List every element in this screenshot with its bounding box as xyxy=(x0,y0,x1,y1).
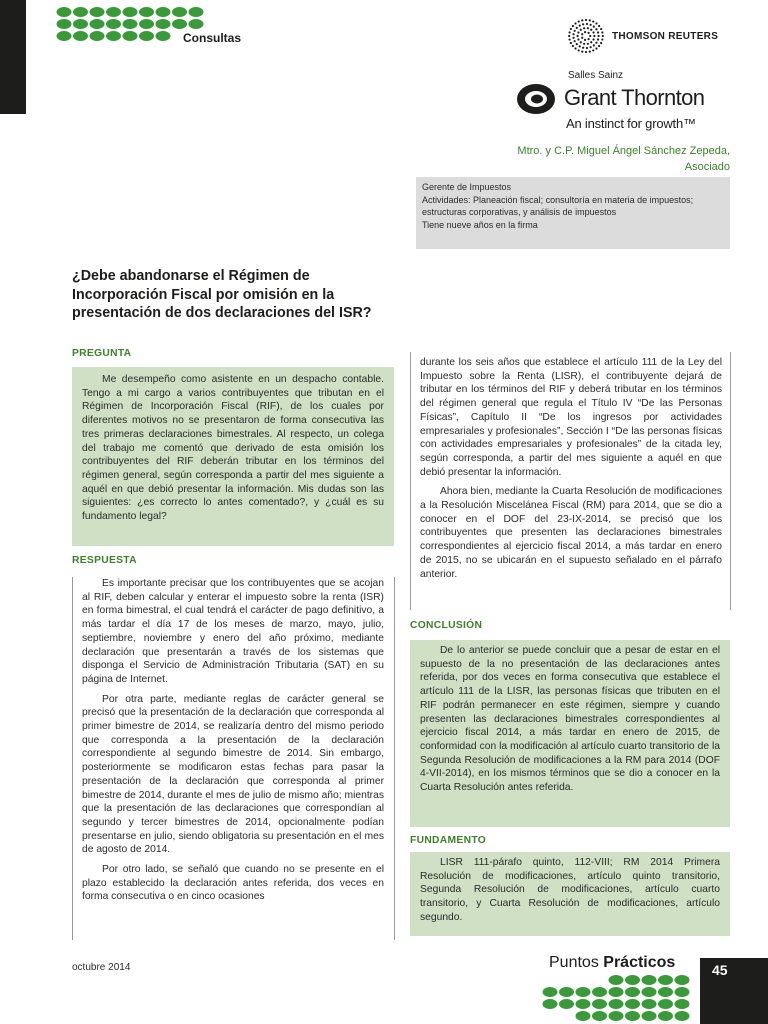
publication-name-light: Puntos xyxy=(549,954,599,971)
left-black-bar xyxy=(0,0,26,114)
reuters-dot xyxy=(584,31,586,33)
reuters-dot xyxy=(569,38,571,40)
reuters-dot xyxy=(585,19,587,21)
reuters-dot xyxy=(602,35,604,37)
reuters-dot xyxy=(574,30,576,32)
decorative-dot xyxy=(139,19,154,29)
decorative-dot xyxy=(592,999,607,1009)
decorative-dot xyxy=(675,987,690,997)
reuters-dot xyxy=(574,40,576,42)
respuesta-column-right xyxy=(420,356,722,587)
reuters-dot xyxy=(588,32,590,34)
reuters-dot xyxy=(583,27,585,29)
decorative-dot xyxy=(642,999,657,1009)
reuters-dot xyxy=(577,38,579,40)
reuters-dot xyxy=(580,41,582,43)
decorative-dots-bottom xyxy=(542,974,702,1024)
decorative-dot xyxy=(675,999,690,1009)
decorative-dot xyxy=(90,31,105,41)
decorative-dot xyxy=(172,7,187,17)
reuters-dot xyxy=(593,26,595,28)
reuters-dot xyxy=(593,44,595,46)
respuesta-paragraph: Por otra parte, mediante reglas de carácter general se precisó que la presentación de la declaración que corresponda al primer bimestre de 2014, se realizaría dentro del mismo periodo que corresponda a la presentación de la declaración correspondiente al segundo bimestre de 2014. Sin embargo, posteriormente se modificaron estas fechas para pasar la presentación de la declaración que corresponda al primer bimestre de 2014, durante el mes de julio de mismo año; mientras que la presentación de las declaraciones que correspondían al segundo y tercer bimestres de 2014, opcionalmente podían presentarse en julio, siendo obligatoria su presentación en el mes de agosto de 2014. xyxy=(82,693,384,856)
page-number: 45 xyxy=(700,958,768,1024)
fundamento-text: LISR 111-párafo quinto, 112-VIII; RM 2014 Primera Resolución de modificaciones, artículo quinto transitorio, Segunda Resolución de modificaciones, artículo cuarto transitorio, y Cuarta Resolución de modificaciones, artículo segundo. xyxy=(420,857,720,923)
reuters-dot xyxy=(581,19,583,21)
reuters-dot xyxy=(600,28,602,30)
reuters-dot xyxy=(572,25,574,27)
decorative-dot xyxy=(642,987,657,997)
reuters-dot-icon xyxy=(566,18,606,54)
decorative-dot xyxy=(156,7,171,17)
decorative-dot xyxy=(559,987,574,997)
grant-thornton-mark-icon xyxy=(516,82,556,116)
decorative-dot xyxy=(123,19,138,29)
pregunta-label: PREGUNTA xyxy=(72,348,132,359)
pregunta-text: Me desempeño como asistente en un despacho contable. Tengo a mi cargo a varios contribuyentes que tributan en el Régimen de Incorporación Fiscal (RIF), de los cuales por diferentes motivos no se presentaron de forma consecutiva las tres primeras declaraciones bimestrales. Al respecto, un colega del trabajo me comentó que derivado de esta omisión los contribuyentes del RIF deberán tributar en los términos del régimen general, según corresponda a partir del mes siguiente a aquél en que debió presentar la información. Mis dudas son las siguientes: ¿es correcto lo antes comentado?, y ¿cuál es su fundamento legal? xyxy=(82,374,384,523)
decorative-dot xyxy=(576,1011,591,1021)
reuters-dot xyxy=(600,42,602,44)
reuters-dot xyxy=(590,24,592,26)
author-block xyxy=(390,143,730,175)
reuters-dot xyxy=(588,38,590,40)
reuters-dot xyxy=(580,29,582,31)
reuters-dot xyxy=(572,33,574,35)
reuters-dot xyxy=(590,46,592,48)
reuters-dot xyxy=(577,35,579,37)
reuters-dot xyxy=(587,27,589,29)
reuters-dot xyxy=(586,47,588,49)
decorative-dot xyxy=(559,999,574,1009)
section-title: Consultas xyxy=(183,31,242,45)
publication-name xyxy=(549,954,675,972)
reuters-dot xyxy=(598,25,600,27)
column-rule xyxy=(410,352,411,610)
decorative-dot xyxy=(642,1011,657,1021)
column-rule xyxy=(730,352,731,610)
decorative-dot xyxy=(139,31,154,41)
grant-thornton-logo xyxy=(516,70,730,136)
reuters-dot xyxy=(590,41,592,43)
decorative-dot xyxy=(189,7,204,17)
decorative-dot xyxy=(543,999,558,1009)
reuters-dot xyxy=(589,50,591,52)
reuters-dot xyxy=(585,51,587,53)
reuters-dot xyxy=(572,37,574,39)
reuters-dot xyxy=(574,47,576,49)
decorative-dot xyxy=(73,19,88,29)
decorative-dot xyxy=(625,987,640,997)
reuters-dot xyxy=(595,28,597,30)
decorative-dot xyxy=(658,999,673,1009)
reuters-dot xyxy=(569,31,571,33)
reuters-dot xyxy=(582,47,584,49)
column-rule xyxy=(394,577,395,940)
conclusion-box xyxy=(410,640,730,827)
decorative-dot xyxy=(139,7,154,17)
decorative-dot xyxy=(642,975,657,985)
reuters-dot xyxy=(572,45,574,47)
decorative-dot xyxy=(543,987,558,997)
firm-tagline: An instinct for growth™ xyxy=(566,116,696,131)
reuters-dot xyxy=(582,23,584,25)
reuters-dot xyxy=(581,37,583,39)
decorative-dot xyxy=(189,19,204,29)
decorative-dot xyxy=(609,1011,624,1021)
reuters-dot xyxy=(593,35,595,37)
reuters-dot xyxy=(592,49,594,51)
reuters-dot xyxy=(592,20,594,22)
publication-name-bold: Prácticos xyxy=(603,954,676,971)
author-role: Asociado xyxy=(684,161,730,173)
author-name: Mtro. y C.P. Miguel Ángel Sánchez Zepeda, xyxy=(517,145,730,157)
decorative-dot xyxy=(576,999,591,1009)
decorative-dot xyxy=(675,1011,690,1021)
reuters-dot xyxy=(568,35,570,37)
reuters-dot xyxy=(592,31,594,33)
decorative-dot xyxy=(90,7,105,17)
decorative-dot xyxy=(57,31,72,41)
reuters-dot xyxy=(581,50,583,52)
fundamento-label: FUNDAMENTO xyxy=(410,835,487,846)
reuters-dot xyxy=(579,25,581,27)
decorative-dot xyxy=(172,19,187,29)
decorative-dot xyxy=(73,31,88,41)
conclusion-label: CONCLUSIÓN xyxy=(410,620,483,631)
decorative-dot xyxy=(609,975,624,985)
reuters-dot xyxy=(584,39,586,41)
decorative-dot xyxy=(675,975,690,985)
respuesta-paragraph: Por otro lado, se señaló que cuando no se presente en el plazo establecido la declaración antes referida, dos veces en forma consecutiva o en cinco ocasiones xyxy=(82,864,384,903)
reuters-dot xyxy=(589,19,591,21)
reuters-dot xyxy=(601,38,603,40)
reuters-dot xyxy=(576,43,578,45)
reuters-dot xyxy=(579,45,581,47)
reuters-dot xyxy=(574,22,576,24)
reuters-dot xyxy=(570,42,572,44)
reuters-dot xyxy=(592,38,594,40)
decorative-dot xyxy=(90,19,105,29)
decorative-dot xyxy=(57,7,72,17)
decorative-dot xyxy=(658,987,673,997)
decorative-dot xyxy=(658,975,673,985)
respuesta-label: RESPUESTA xyxy=(72,555,137,566)
decorative-dot xyxy=(609,987,624,997)
reuters-dot xyxy=(578,20,580,22)
reuters-dot xyxy=(587,43,589,45)
respuesta-paragraph: durante los seis años que establece el artículo 111 de la Ley del Impuesto sobre la Renta (LISR), el contribuyente dejará de tributar en los términos del RIF y deberá tributar en los términos del régimen general que regula el Título IV “De las Personas Físicas”, Capítulo II “De los ingresos por actividades empresariales y profesionales”, Sección I “De las personas físicas con actividades empresariales y profesionales” de la citada ley, según corresponda, a partir del mes siguiente a aquél en que debió presentar la información. xyxy=(420,357,722,478)
reuters-dot xyxy=(577,31,579,33)
profile-position: Gerente de Impuestos xyxy=(422,182,512,192)
decorative-dot xyxy=(625,1011,640,1021)
decorative-dot xyxy=(625,975,640,985)
firm-prefix: Salles Sainz xyxy=(568,70,624,81)
issue-date: octubre 2014 xyxy=(72,962,131,973)
fundamento-box xyxy=(410,852,730,936)
profile-tenure: Tiene nueve años en la firma xyxy=(422,219,538,230)
decorative-dot xyxy=(73,7,88,17)
decorative-dot xyxy=(576,987,591,997)
decorative-dot xyxy=(609,999,624,1009)
reuters-dot xyxy=(583,43,585,45)
decorative-dot xyxy=(106,31,121,41)
author-profile-box xyxy=(416,177,730,249)
reuters-dot xyxy=(601,31,603,33)
decorative-dot xyxy=(625,999,640,1009)
reuters-dot xyxy=(589,35,591,37)
reuters-dot xyxy=(581,33,583,35)
reuters-dot xyxy=(595,42,597,44)
article-headline: ¿Debe abandonarse el Régimen de Incorporación Fiscal por omisión en la presentación de dos declaraciones del ISR? xyxy=(72,268,372,321)
pregunta-box xyxy=(72,367,394,546)
respuesta-paragraph: Es importante precisar que los contribuyentes que se acojan al RIF, deben calcular y enterar el impuesto sobre la renta (ISR) en forma bimestral, el cual tendrá el carácter de pago definitivo, a más tardar el día 17 de los meses de marzo, mayo, julio, septiembre, noviembre y enero del año próximo, mediante declaración que presentarán a través de los sistemas que disponga el Servicio de Administración Tributaria (SAT) en su página de Internet. xyxy=(82,578,384,685)
decorative-dot xyxy=(106,19,121,29)
reuters-dot xyxy=(590,29,592,31)
decorative-dot xyxy=(57,19,72,29)
reuters-dot xyxy=(578,49,580,51)
profile-activities: Actividades: Planeación fiscal; consultoría en materia de impuestos; estructuras corporativas, y análisis de impuestos xyxy=(422,194,694,217)
reuters-dot xyxy=(597,38,599,40)
respuesta-column-left xyxy=(82,577,384,910)
conclusion-text: De lo anterior se puede concluir que a pesar de estar en el supuesto de la no presentación de las declaraciones antes referida, por dos veces en forma consecutiva que establece el artículo 111 de la LISR, las personas físicas que tributen en el RIF podrán permanecer en este régimen, siempre y cuando presenten las declaraciones bimestrales correspondientes al ejercicio fiscal 2014, a más tardar en enero de 2015, de conformidad con la modificación al artículo cuarto transitorio de la Segunda Resolución de modificaciones a la RM para 2014 (DOF 4-VII-2014), en los mismos términos que se dio a conocer en la Cuarta Resolución antes referida. xyxy=(420,645,720,794)
decorative-dot xyxy=(658,1011,673,1021)
respuesta-paragraph: Ahora bien, mediante la Cuarta Resolución de modificaciones a la Resolución Miscelánea Fiscal (RM) para 2014, que se dio a conocer en el DOF del 23-IX-2014, se precisó que los contribuyentes que presenten las declaraciones bimestrales correspondientes al ejercicio fiscal 2014, a más tardar en enero de 2015, no se ubicarán en el supuesto señalado en el párrafo anterior. xyxy=(420,486,722,580)
firm-name: Grant Thornton xyxy=(564,85,705,110)
reuters-dot xyxy=(595,22,597,24)
decorative-dot xyxy=(156,19,171,29)
decorative-dot xyxy=(156,31,171,41)
decorative-dot xyxy=(123,7,138,17)
reuters-dot xyxy=(598,45,600,47)
reuters-dot xyxy=(570,28,572,30)
reuters-dot xyxy=(576,27,578,29)
decorative-dot xyxy=(123,31,138,41)
reuters-dot xyxy=(597,31,599,33)
thomson-reuters-logo xyxy=(566,18,718,54)
brand-name: THOMSON REUTERS xyxy=(612,30,719,42)
reuters-dot xyxy=(598,35,600,37)
reuters-dot xyxy=(595,47,597,49)
decorative-dot xyxy=(106,7,121,17)
decorative-dot xyxy=(592,987,607,997)
column-rule xyxy=(72,577,73,940)
decorative-dot xyxy=(592,1011,607,1021)
reuters-dot xyxy=(586,23,588,25)
